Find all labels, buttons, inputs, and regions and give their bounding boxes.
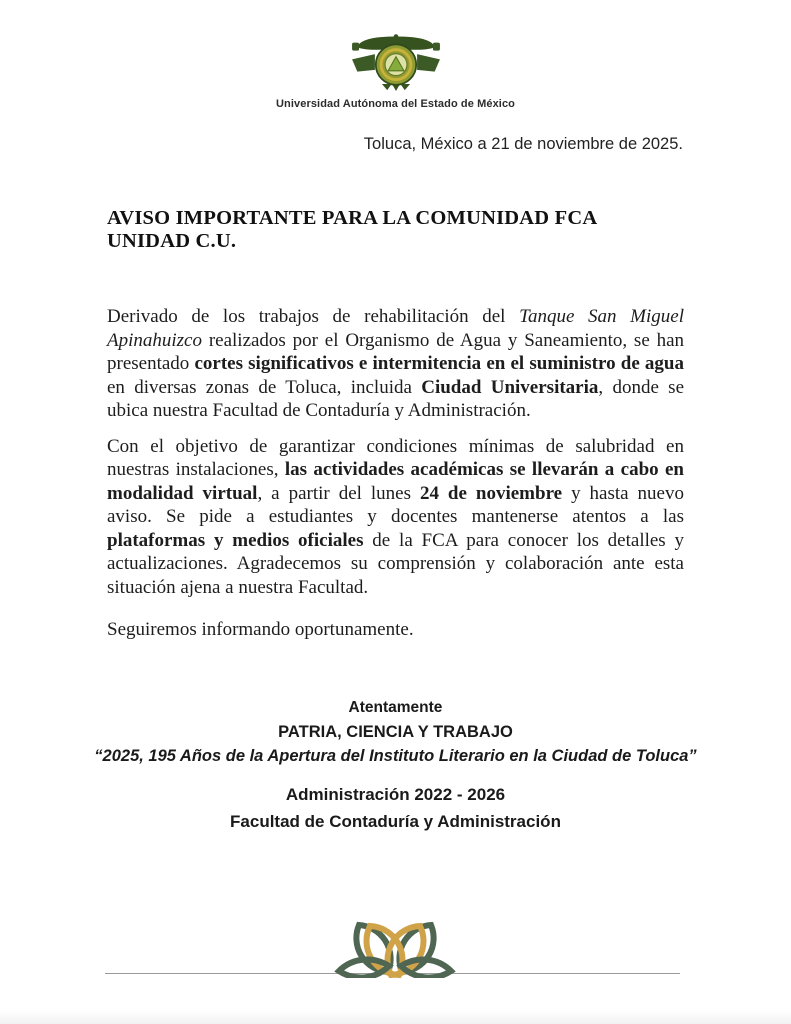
date-line: Toluca, México a 21 de noviembre de 2025. <box>363 135 683 153</box>
text-run: y hasta nuevo aviso. Se pide a estudiantes y docentes mantenerse atentos a las <box>107 482 684 527</box>
text-run: las actividades académicas se llevarán a cabo en modalidad virtual <box>107 459 684 504</box>
university-name: Universidad Autónoma del Estado de México <box>275 98 515 110</box>
letterhead <box>0 0 791 110</box>
text-run: 24 de noviembre <box>419 482 563 504</box>
text-run: Ciudad Universitaria <box>421 376 599 398</box>
text-run: , donde se ubica nuestra Facultad de Contaduría y Administración. <box>107 376 685 421</box>
body-paragraph <box>107 435 684 600</box>
text-run: en diversas zonas de Toluca, incluida <box>107 376 422 398</box>
body-paragraph <box>107 305 684 423</box>
anniversary-quote: “2025, 195 Años de la Apertura del Instituto Literario en la Ciudad de Toluca” <box>94 746 697 765</box>
text-run: Con el objetivo de garantizar condiciones mínimas de salubridad en nuestras instalaciones, <box>107 435 684 480</box>
text-run: realizados por el Organismo de Agua y Saneamiento, se han presentado <box>107 329 684 374</box>
closing-line: Seguiremos informando oportunamente. <box>107 619 414 640</box>
uaem-crest-icon <box>340 33 452 91</box>
leaf-flower-ornament-icon <box>325 916 465 978</box>
salutation: Atentamente <box>348 698 443 716</box>
text-run: cortes significativos e intermitencia en el suministro de agua <box>194 353 684 374</box>
administration-period: Administración 2022 - 2026 <box>285 784 506 804</box>
text-run: Derivado de los trabajos de rehabilitación del <box>107 306 520 327</box>
text-run: Tanque San Miguel Apinahuizco <box>107 306 685 351</box>
text-run: , a partir del lunes <box>257 482 420 504</box>
institutional-motto: PATRIA, CIENCIA Y TRABAJO <box>278 722 513 741</box>
notice-title: AVISO IMPORTANTE PARA LA COMUNIDAD FCA UNIDAD C.U. <box>107 207 597 252</box>
text-run: plataformas y medios oficiales <box>107 529 364 551</box>
page-bottom-shadow <box>0 1010 791 1024</box>
faculty-name: Facultad de Contaduría y Administración <box>230 811 561 831</box>
letter-body <box>107 305 684 599</box>
text-run: de la FCA para conocer los detalles y actualizaciones. Agradecemos su comprensión y colaboración ante esta situación ajena a nuestra Facultad. <box>107 529 685 598</box>
signature-block <box>0 698 791 832</box>
